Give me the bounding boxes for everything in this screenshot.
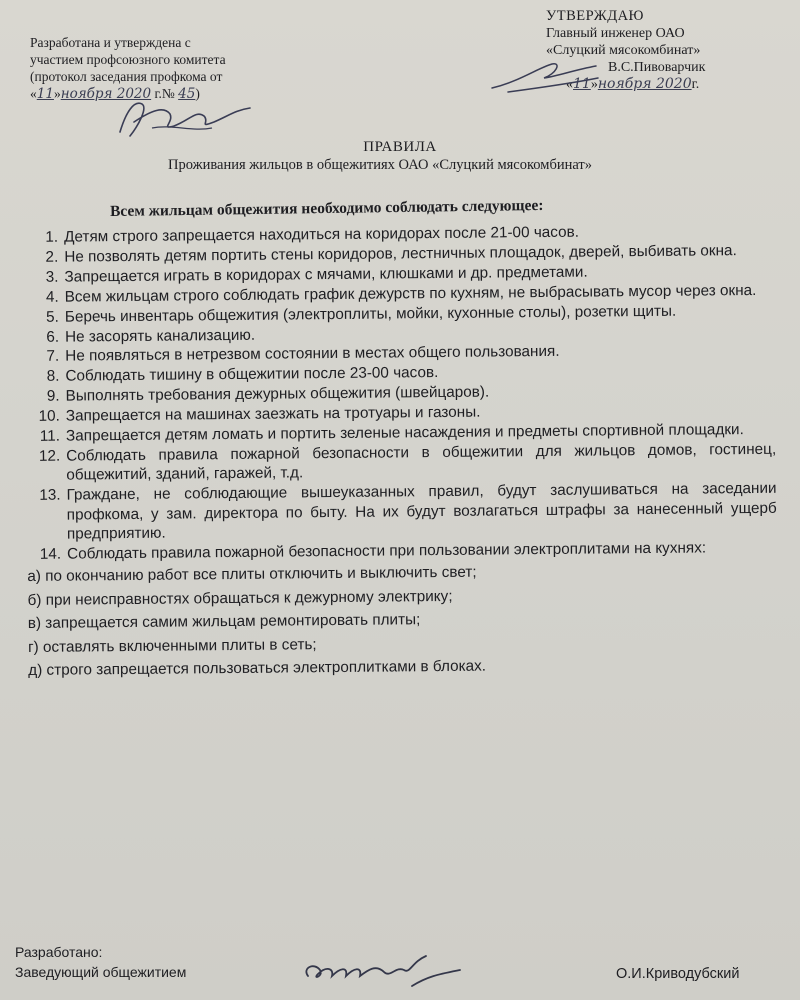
document-lead: Всем жильцам общежития необходимо соблюдать следующее: [109, 196, 544, 221]
rule-item: 9. Выполнять требования дежурных общежития (швейцаров). [46, 383, 490, 406]
rule-item: 8. Соблюдать тишину в общежитии после 23-00 часов. [46, 364, 439, 386]
document-title: ПРАВИЛА [363, 139, 437, 155]
approver-position: Главный инженер ОАО [546, 26, 685, 41]
rule-item: 5. Беречь инвентарь общежития (электроплиты, мойки, кухонные столы), розетки щиты. [46, 302, 677, 326]
approver-name: В.С.Пивоварчик [608, 60, 706, 75]
footer-developed: Разработано: [15, 944, 103, 960]
rule-item: 11. Запрещается детям ломать и портить зеленые насаждения и предметы спортивной площадки. [39, 421, 744, 445]
handwritten-day-right: 11 [573, 76, 591, 92]
handwritten-month: ноября 2020 [60, 86, 152, 102]
handwritten-protocol-number: 45 [178, 86, 196, 102]
rule-item: 1. Детям строго запрещается находиться на коридорах после 21-00 часов. [45, 223, 580, 246]
rule-item: 7. Не появляться в нетрезвом состоянии в местах общего пользования. [46, 343, 560, 366]
signature-footer-icon [300, 946, 470, 996]
subitem: а) по окончанию работ все плиты отключить и выключить свет; [27, 564, 477, 586]
header-left-line2: участием профсоюзного комитета [30, 52, 226, 67]
footer-name: О.И.Криводубский [616, 966, 740, 982]
header-left-date: «11»ноября 2020 г.№ 45) [30, 86, 200, 102]
subitem: г) оставлять включенными плиты в сеть; [27, 635, 317, 656]
subitem: б) при неисправностях обращаться к дежурному электрику; [27, 587, 453, 609]
rule-item: 2. Не позволять детям портить стены коридоров, лестничных площадок, дверей, выбивать окна. [45, 242, 737, 266]
handwritten-month-right: ноября 2020 [597, 76, 692, 92]
footer-block [15, 942, 186, 982]
rule-item: 12. Соблюдать правила пожарной безопасности в общежитии для жильцов домов, гостинец, общежитий, зданий, гаражей, т.д. [38, 440, 777, 484]
subitem: д) строго запрещается пользоваться электроплитками в блоках. [28, 657, 487, 679]
footer-position: Заведующий общежитием [15, 964, 187, 980]
approve-label: УТВЕРЖДАЮ [546, 8, 644, 24]
rule-item: 6. Не засорять канализацию. [46, 326, 256, 346]
approver-company: «Слуцкий мясокомбинат» [546, 43, 701, 58]
rule-item: 14. Соблюдать правила пожарной безопасности при пользовании электроплитами на кухнях: [39, 539, 707, 563]
header-right-date: «11»ноября 2020г. [566, 76, 700, 92]
header-left-line3: (протокол заседания профкома от [30, 69, 223, 84]
rule-item: 10. Запрещается на машинах заезжать на тротуары и газоны. [38, 403, 481, 426]
signature-right-icon [488, 48, 608, 98]
rule-item: 3. Запрещается играть в коридорах с мячами, клюшками и др. предметами. [45, 263, 588, 286]
handwritten-day: 11 [36, 86, 54, 102]
document-subtitle: Проживания жильцов в общежитиях ОАО «Слуцкий мясокомбинат» [167, 157, 592, 173]
header-left-line1: Разработана и утверждена с [30, 35, 191, 50]
rule-item: 4. Всем жильцам строго соблюдать график дежурств по кухням, не выбрасывать мусор через окна. [45, 281, 757, 306]
subitem: в) запрещается самим жильцам ремонтировать плиты; [27, 611, 421, 633]
rules-list [22, 221, 778, 685]
rule-item: 13. Граждане, не соблюдающие вышеуказанных правил, будут заслушиваться на заседании профкома, у зам. директора по быту. На их будут возлагаться штрафы за нанесенный ущерб предприятию. [39, 480, 777, 543]
